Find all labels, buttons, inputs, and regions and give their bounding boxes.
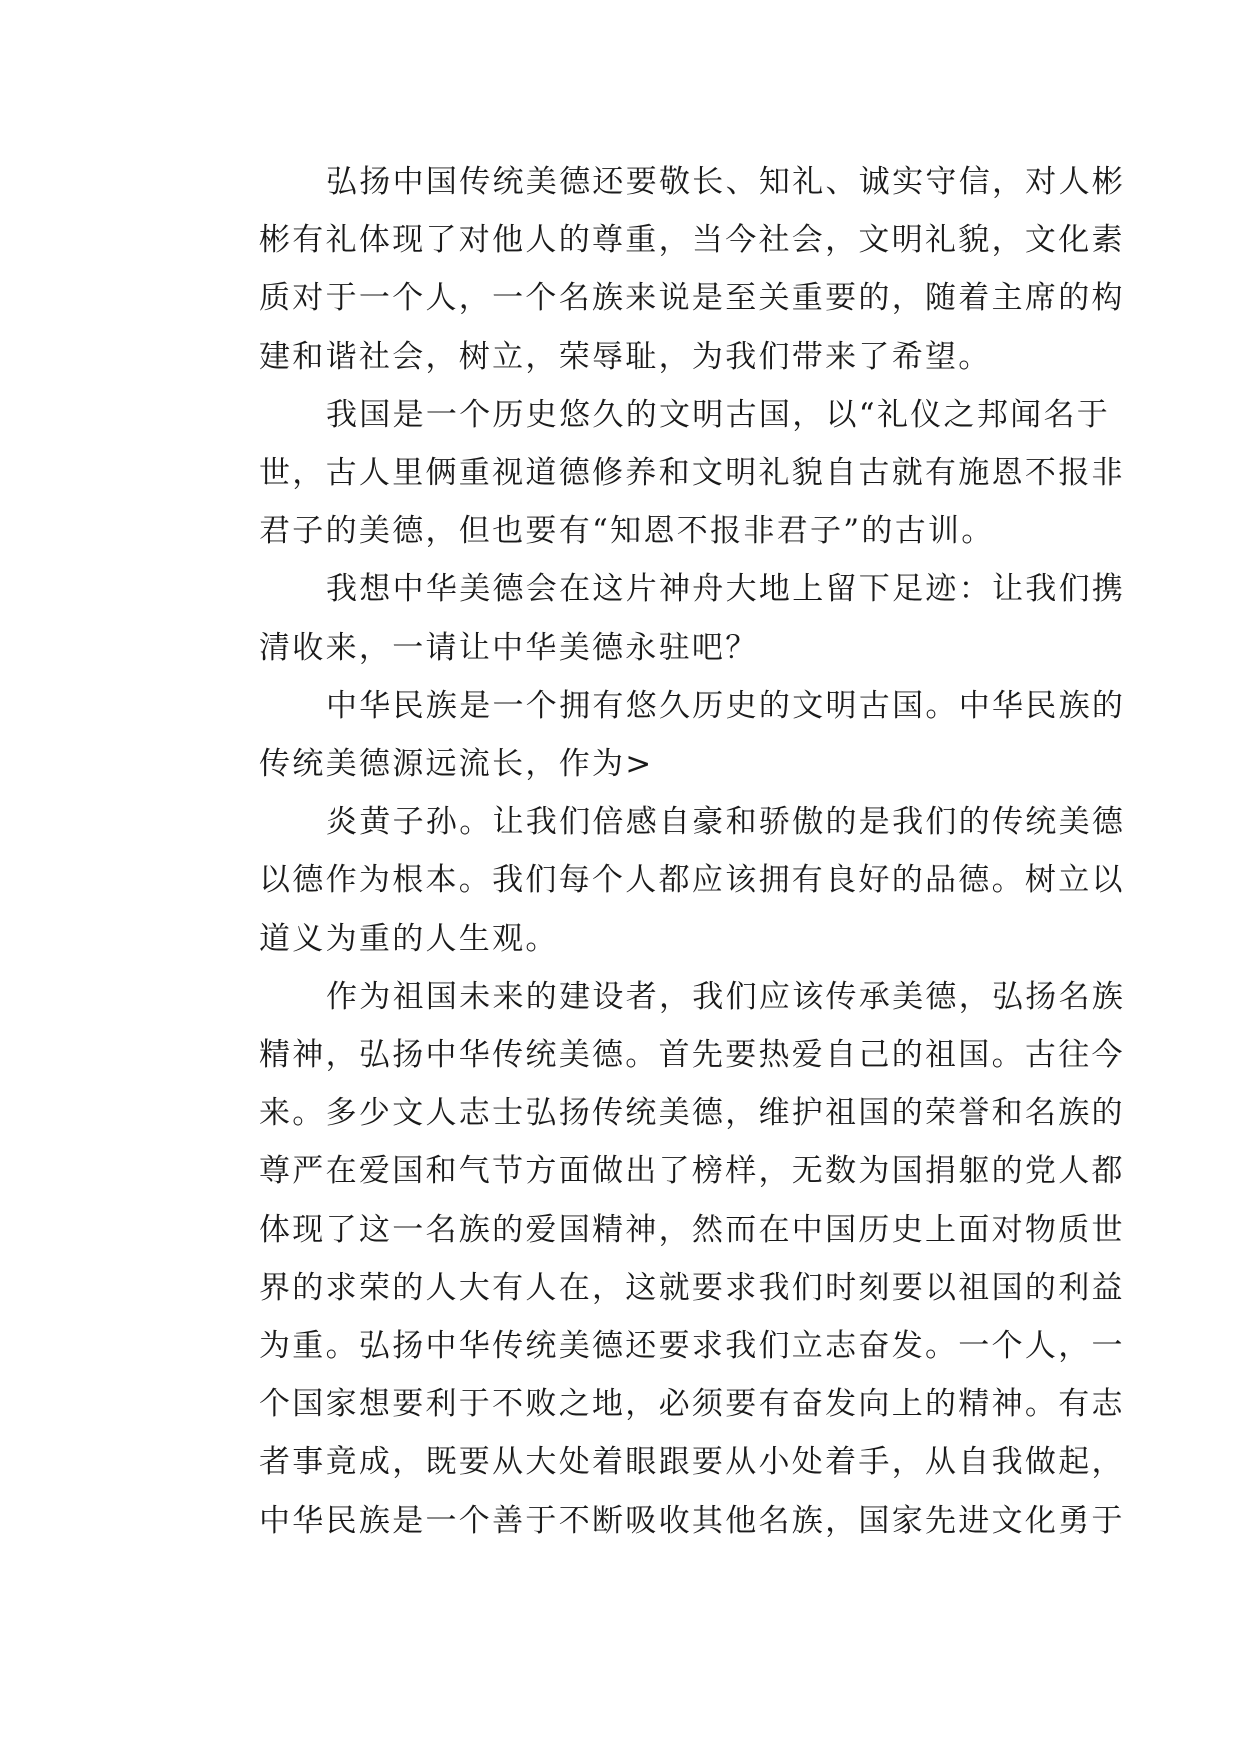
text-line: 来。多少文人志士弘扬传统美德，维护祖国的荣誉和名族的 <box>259 1095 1125 1132</box>
paragraph-5 <box>192 793 1126 968</box>
text-line: 我想中华美德会在这片神舟大地上留下足迹：让我们携 <box>326 571 1126 608</box>
document-body <box>192 153 1126 1550</box>
paragraph-3 <box>192 560 1126 676</box>
text-line: 建和谐社会，树立，荣辱耻，为我们带来了希望。 <box>259 338 992 375</box>
text-line: 为重。弘扬中华传统美德还要求我们立志奋发。一个人，一 <box>259 1328 1125 1365</box>
text-line: 精神，弘扬中华传统美德。首先要热爱自己的祖国。古往今 <box>259 1037 1125 1074</box>
text-line: 清收来，一请让中华美德永驻吧？ <box>259 629 759 666</box>
paragraph-2 <box>192 386 1125 561</box>
text-line: 彬有礼体现了对他人的尊重，当今社会，文明礼貌，文化素 <box>259 222 1125 259</box>
text-line: 体现了这一名族的爱国精神，然而在中国历史上面对物质世 <box>259 1211 1125 1248</box>
text-line: 质对于一个人，一个名族来说是至关重要的，随着主席的构 <box>259 280 1125 317</box>
text-line: 世，古人里俩重视道德修养和文明礼貌自古就有施恩不报非 <box>259 455 1125 492</box>
text-line: 传统美德源远流长，作为> <box>259 746 654 783</box>
paragraph-6 <box>192 968 1126 1550</box>
text-line: 炎黄子孙。让我们倍感自豪和骄傲的是我们的传统美德 <box>326 804 1126 841</box>
text-line: 以德作为根本。我们每个人都应该拥有良好的品德。树立以 <box>259 862 1125 899</box>
text-line: 作为祖国未来的建设者，我们应该传承美德，弘扬名族 <box>326 978 1126 1015</box>
text-line: 道义为重的人生观。 <box>259 920 559 957</box>
paragraph-4 <box>192 677 1126 793</box>
text-line: 个国家想要利于不败之地，必须要有奋发向上的精神。有志 <box>259 1386 1125 1423</box>
text-line: 弘扬中国传统美德还要敬长、知礼、诚实守信，对人彬 <box>326 164 1126 200</box>
text-line: 者事竟成，既要从大处着眼跟要从小处着手，从自我做起， <box>259 1444 1125 1481</box>
text-line: 我国是一个历史悠久的文明古国，以“礼仪之邦闻名于 <box>326 396 1111 433</box>
text-line: 中华民族是一个善于不断吸收其他名族，国家先进文化勇于 <box>259 1502 1125 1539</box>
paragraph-1 <box>192 153 1126 386</box>
text-line: 君子的美德，但也要有“知恩不报非君子”的古训。 <box>259 513 995 550</box>
text-line: 界的求荣的人大有人在，这就要求我们时刻要以祖国的利益 <box>259 1269 1125 1306</box>
text-line: 中华民族是一个拥有悠久历史的文明古国。中华民族的 <box>326 687 1126 724</box>
text-line: 尊严在爱国和气节方面做出了榜样，无数为国捐躯的党人都 <box>259 1153 1125 1190</box>
